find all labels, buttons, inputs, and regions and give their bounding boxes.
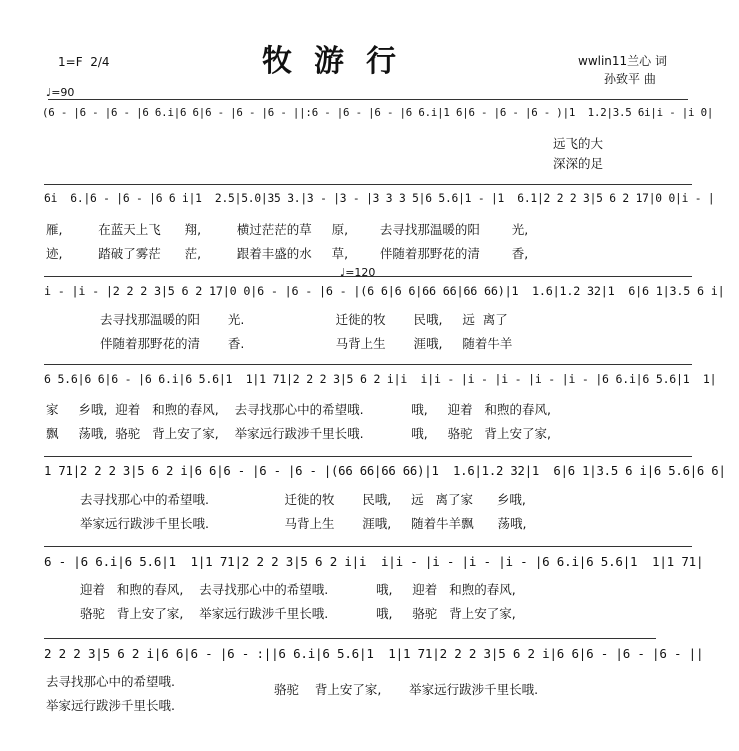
tempo-marking: ♩=120	[340, 266, 376, 279]
lyric-verse-2: 迹, 踏破了雾茫 茫, 跟着丰盛的水 草, 伴随着那野花的清 香,	[46, 246, 529, 261]
lyric-verse-1: 去寻找那温暖的阳 光. 迁徙的牧 民哦, 远 离了	[100, 312, 508, 327]
notation-line-4: 6 5.6|6 6|6 - |6 6.i|6 5.6|1 1|1 71|2 2 2 3|5 6 2 i|i i|i - |i - |i - |i - |i - |6 6.i|6 5.6|1 1|	[44, 372, 717, 386]
notation-line-6: 6 - |6 6.i|6 5.6|1 1|1 71|2 2 2 3|5 6 2 i|i i|i - |i - |i - |i - |6 6.i|6 5.6|1 1|1 71|	[44, 554, 704, 569]
notation-line-2: 6i 6.|6 - |6 - |6 6 i|1 2.5|5.0|35 3.|3 - |3 - |3 3 3 5|6 5.6|1 - |1 6.1|2 2 2 3|5 6 2 17|0 0|i - |	[44, 192, 715, 205]
lyric-verse-1: 去寻找那心中的希望哦.	[46, 674, 175, 689]
notation-line-3: i - |i - |2 2 2 3|5 6 2 17|0 0|6 - |6 - |6 - |(6 6|6 6|66 66|66 66)|1 1.6|1.2 32|1 6|6 1|3.5 6 i|	[44, 284, 725, 298]
lyric-verse-1: 迎着 和煦的春风, 去寻找那心中的希望哦. 哦, 迎着 和煦的春风,	[80, 582, 516, 597]
notation-line-7: 2 2 2 3|5 6 2 i|6 6|6 - |6 - :||6 6.i|6 5.6|1 1|1 71|2 2 2 3|5 6 2 i|6 6|6 - |6 - |6 - ||	[44, 646, 704, 661]
lyric-verse-1: 雁, 在蓝天上飞 翔, 横过茫茫的草 原, 去寻找那温暖的阳 光,	[46, 222, 529, 237]
lyric-verse-1: 远飞的大	[553, 136, 604, 151]
lyric-verse-ending: 骆驼 背上安了家, 举家远行跋涉千里长哦.	[274, 682, 539, 697]
lyric-verse-2: 深深的足	[553, 156, 604, 171]
composer-credit: 孙致平 曲	[604, 72, 656, 86]
notation-line-5: 1 71|2 2 2 3|5 6 2 i|6 6|6 - |6 - |6 - |(66 66|66 66)|1 1.6|1.2 32|1 6|6 1|3.5 6 i|6 5.6|6 6|	[44, 464, 726, 478]
lyric-verse-2: 举家远行跋涉千里长哦.	[46, 698, 175, 713]
lyric-verse-1: 家 乡哦, 迎着 和煦的春风, 去寻找那心中的希望哦. 哦, 迎着 和煦的春风,	[46, 402, 551, 417]
lyricist-credit: wwlin11兰心 词	[578, 54, 667, 68]
lyric-verse-2: 飘 荡哦, 骆驼 背上安了家, 举家远行跋涉千里长哦. 哦, 骆驼 背上安了家,	[46, 426, 551, 441]
lyric-verse-2: 伴随着那野花的清 香. 马背上生 涯哦, 随着牛羊	[100, 336, 513, 351]
lyric-verse-2: 举家远行跋涉千里长哦. 马背上生 涯哦, 随着牛羊飘 荡哦,	[80, 516, 527, 531]
notation-line-1: (6 - |6 - |6 - |6 6.i|6 6|6 - |6 - |6 - ||:6 - |6 - |6 - |6 6.i|1 6|6 - |6 - |6 - )|1 1.2|3.5 6i|i - |i 0|	[42, 106, 714, 119]
lyric-verse-2: 骆驼 背上安了家, 举家远行跋涉千里长哦. 哦, 骆驼 背上安了家,	[80, 606, 516, 621]
lyric-verse-1: 去寻找那心中的希望哦. 迁徙的牧 民哦, 远 离了家 乡哦,	[80, 492, 526, 507]
key-meter: 1=F 2/4	[58, 55, 110, 69]
song-title: 牧游行	[262, 44, 418, 79]
tempo-marking: ♩=90	[46, 86, 75, 99]
